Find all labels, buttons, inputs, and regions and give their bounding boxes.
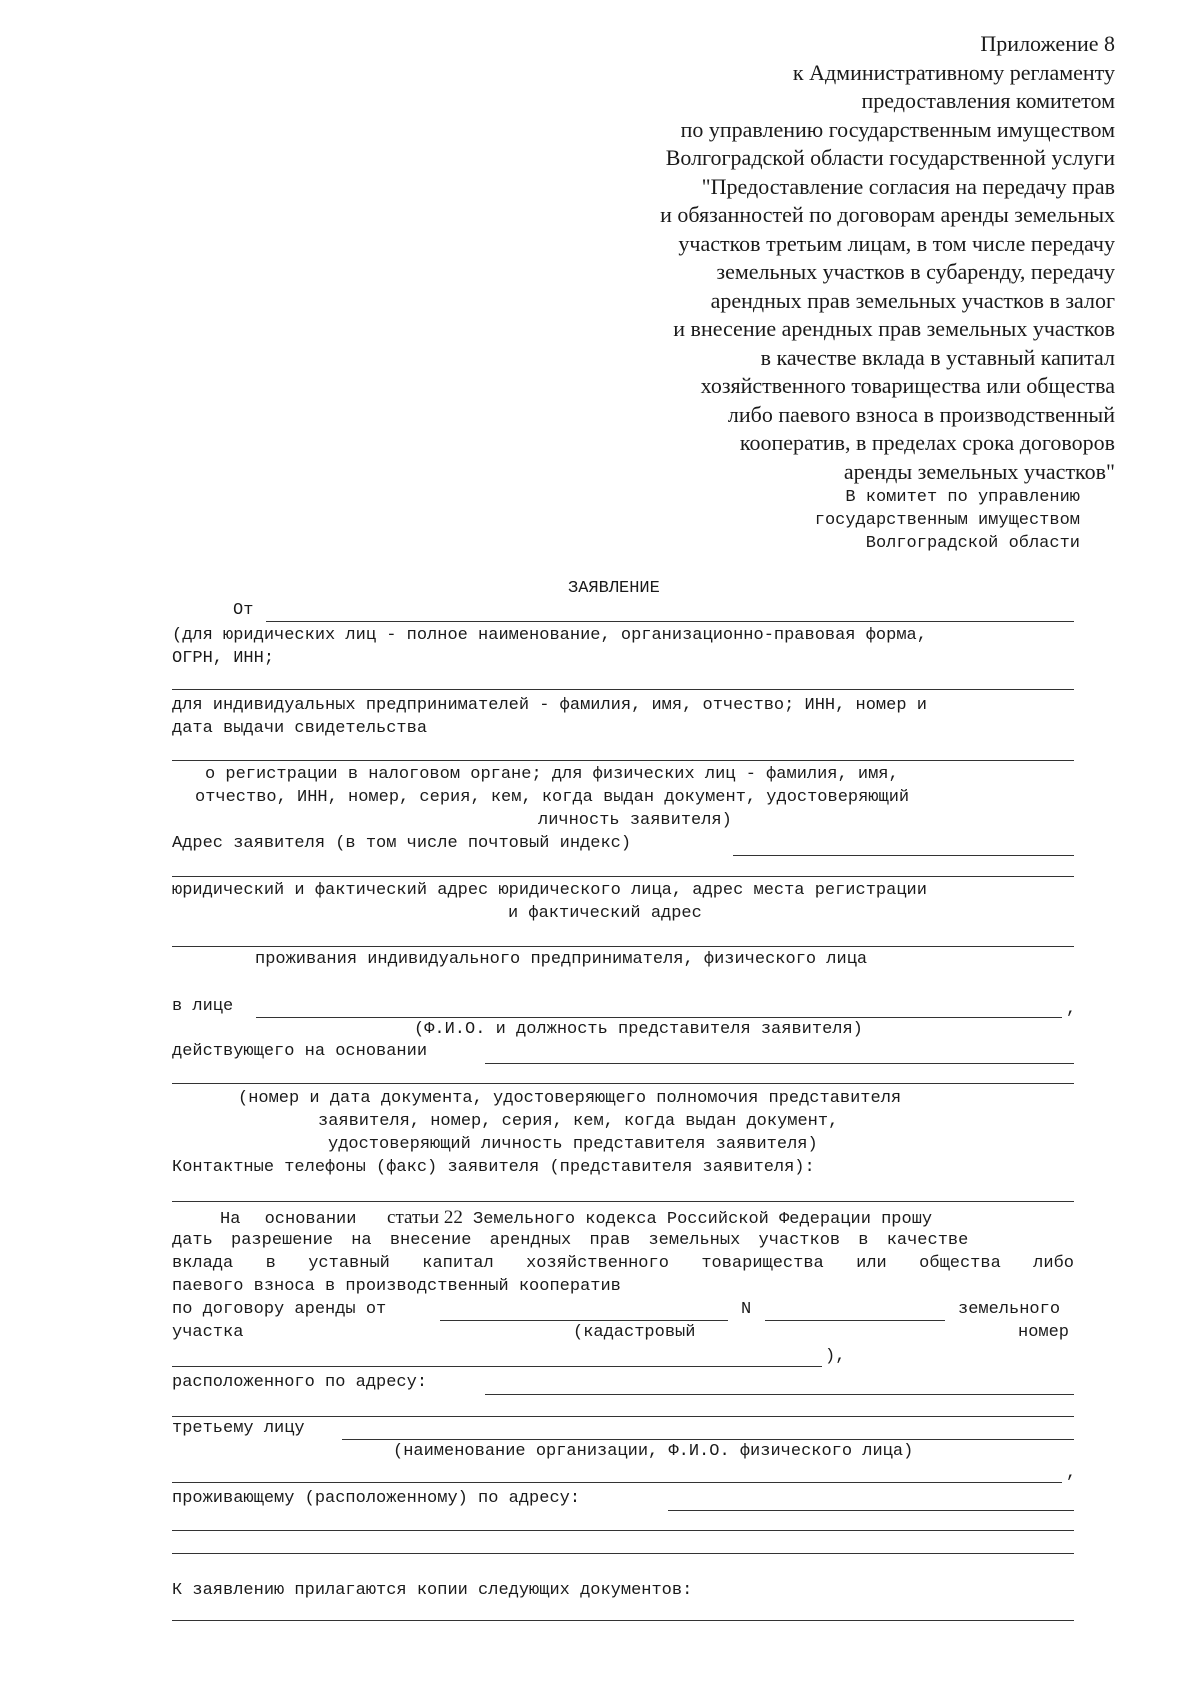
document-hint: заявителя, номер, серия, кем, когда выдан документ, xyxy=(318,1112,839,1131)
reg-hint: личность заявителя) xyxy=(538,811,732,830)
header-line: и внесение арендных прав земельных участков xyxy=(673,316,1115,341)
cadastral-number-label: номер xyxy=(1018,1323,1070,1342)
contract-label: по договору аренды от xyxy=(172,1300,387,1319)
header-line: кооператив, в пределах срока договоров xyxy=(739,430,1115,455)
contract-number-field[interactable] xyxy=(765,1320,945,1321)
ip-hint: для индивидуальных предпринимателей - фамилия, имя, отчество; ИНН, номер и xyxy=(172,696,927,715)
from-field[interactable] xyxy=(266,621,1074,622)
third-party-field[interactable] xyxy=(172,1482,1062,1483)
request-text: вклада в уставный капитал хозяйственного товарищества или общества либо xyxy=(172,1254,1074,1273)
document-hint: (номер и дата документа, удостоверяющего полномочия представителя xyxy=(238,1089,902,1108)
header-line: земельных участков в субаренду, передачу xyxy=(716,259,1115,284)
third-party-label: третьему лицу xyxy=(172,1419,305,1438)
header-line: к Административному регламенту xyxy=(792,59,1115,85)
address-label: Адрес заявителя (в том числе почтовый индекс) xyxy=(172,834,632,853)
address-hint: проживания индивидуального предпринимателя, физического лица xyxy=(255,950,868,969)
applicant-field[interactable] xyxy=(172,760,1074,761)
header-line: в качестве вклада в уставный капитал xyxy=(760,344,1115,370)
address-hint: и фактический адрес xyxy=(508,904,702,923)
header-line: арендных прав земельных участков в залог xyxy=(710,287,1115,313)
from-label: От xyxy=(233,601,254,620)
header-line: Волгоградской области государственной услуги xyxy=(665,145,1115,170)
phones-label: Контактные телефоны (факс) заявителя (представителя заявителя): xyxy=(172,1158,815,1177)
request-line-3 xyxy=(172,1253,1074,1275)
third-party-address-field[interactable] xyxy=(668,1510,1074,1511)
attachments-label: К заявлению прилагаются копии следующих документов: xyxy=(172,1581,693,1600)
plot-label: участка xyxy=(172,1323,244,1342)
comma: , xyxy=(1066,1464,1077,1483)
third-party-field[interactable] xyxy=(342,1439,1074,1440)
person-hint: (Ф.И.О. и должность представителя заявителя) xyxy=(414,1020,863,1039)
request-text: дать разрешение на внесение арендных прав земельных участков в качестве xyxy=(172,1231,969,1250)
number-label: N xyxy=(741,1300,752,1319)
header-line: хозяйственного товарищества или общества xyxy=(700,373,1115,398)
article-reference: статьи 22 xyxy=(387,1207,463,1228)
request-text: На основании xyxy=(220,1210,357,1229)
header-line: участков третьим лицам, в том числе передачу xyxy=(678,230,1115,256)
located-label: расположенного по адресу: xyxy=(172,1373,428,1392)
plot-address-field[interactable] xyxy=(172,1416,1074,1417)
addressee-block xyxy=(815,486,1080,555)
third-party-address-field[interactable] xyxy=(172,1553,1074,1554)
header-line: Приложение 8 xyxy=(980,31,1115,56)
resides-label: проживающему (расположенному) по адресу: xyxy=(172,1489,581,1508)
representative-field[interactable] xyxy=(256,1017,1062,1018)
org-hint: (наименование организации, Ф.И.О. физического лица) xyxy=(393,1442,914,1461)
address-field[interactable] xyxy=(733,855,1074,856)
address-hint: юридический и фактический адрес юридического лица, адрес места регистрации xyxy=(172,881,927,900)
paren-close: ), xyxy=(825,1347,846,1366)
legal-hint: ОГРН, ИНН; xyxy=(172,649,275,668)
plot-address-field[interactable] xyxy=(485,1394,1074,1395)
header-line: либо паевого взноса в производственный xyxy=(727,401,1115,427)
attachments-field[interactable] xyxy=(172,1620,1074,1621)
request-text: паевого взноса в производственный кооператив xyxy=(172,1277,621,1296)
basis-label: действующего на основании xyxy=(172,1042,428,1061)
address-field[interactable] xyxy=(172,876,1074,877)
appendix-header xyxy=(660,30,1115,486)
request-text: Земельного кодекса Российской Федерации прошу xyxy=(473,1210,933,1229)
land-label: земельного xyxy=(958,1300,1061,1319)
request-line-1 xyxy=(220,1207,932,1231)
applicant-field[interactable] xyxy=(172,689,1074,690)
addressee-line: Волгоградской области xyxy=(865,534,1080,553)
cadastral-number-field[interactable] xyxy=(172,1366,822,1367)
third-party-address-field[interactable] xyxy=(172,1530,1074,1531)
addressee-line: В комитет по управлению xyxy=(845,488,1080,507)
in-person-label: в лице xyxy=(172,997,234,1016)
legal-hint: (для юридических лиц - полное наименование, организационно-правовая форма, xyxy=(172,626,927,645)
phones-field[interactable] xyxy=(172,1201,1074,1202)
basis-field[interactable] xyxy=(172,1083,1074,1084)
comma: , xyxy=(1066,1000,1077,1019)
header-line: предоставления комитетом xyxy=(861,88,1115,113)
header-line: аренды земельных участков" xyxy=(843,458,1115,484)
basis-field[interactable] xyxy=(485,1063,1074,1064)
header-line: и обязанностей по договорам аренды земельных xyxy=(660,202,1115,227)
document-hint: удостоверяющий личность представителя заявителя) xyxy=(328,1135,818,1154)
contract-date-field[interactable] xyxy=(440,1320,728,1321)
ip-hint: дата выдачи свидетельства xyxy=(172,719,428,738)
cadastral-label: (кадастровый xyxy=(573,1323,696,1342)
form-title: ЗАЯВЛЕНИЕ xyxy=(568,579,660,598)
reg-hint: о регистрации в налоговом органе; для физических лиц - фамилия, имя, xyxy=(205,765,899,784)
address-field[interactable] xyxy=(172,946,1074,947)
addressee-line: государственным имуществом xyxy=(814,511,1080,530)
reg-hint: отчество, ИНН, номер, серия, кем, когда выдан документ, удостоверяющий xyxy=(195,788,910,807)
request-line-2 xyxy=(172,1230,1074,1252)
header-line: "Предоставление согласия на передачу прав xyxy=(701,173,1115,199)
header-line: по управлению государственным имуществом xyxy=(680,116,1115,142)
